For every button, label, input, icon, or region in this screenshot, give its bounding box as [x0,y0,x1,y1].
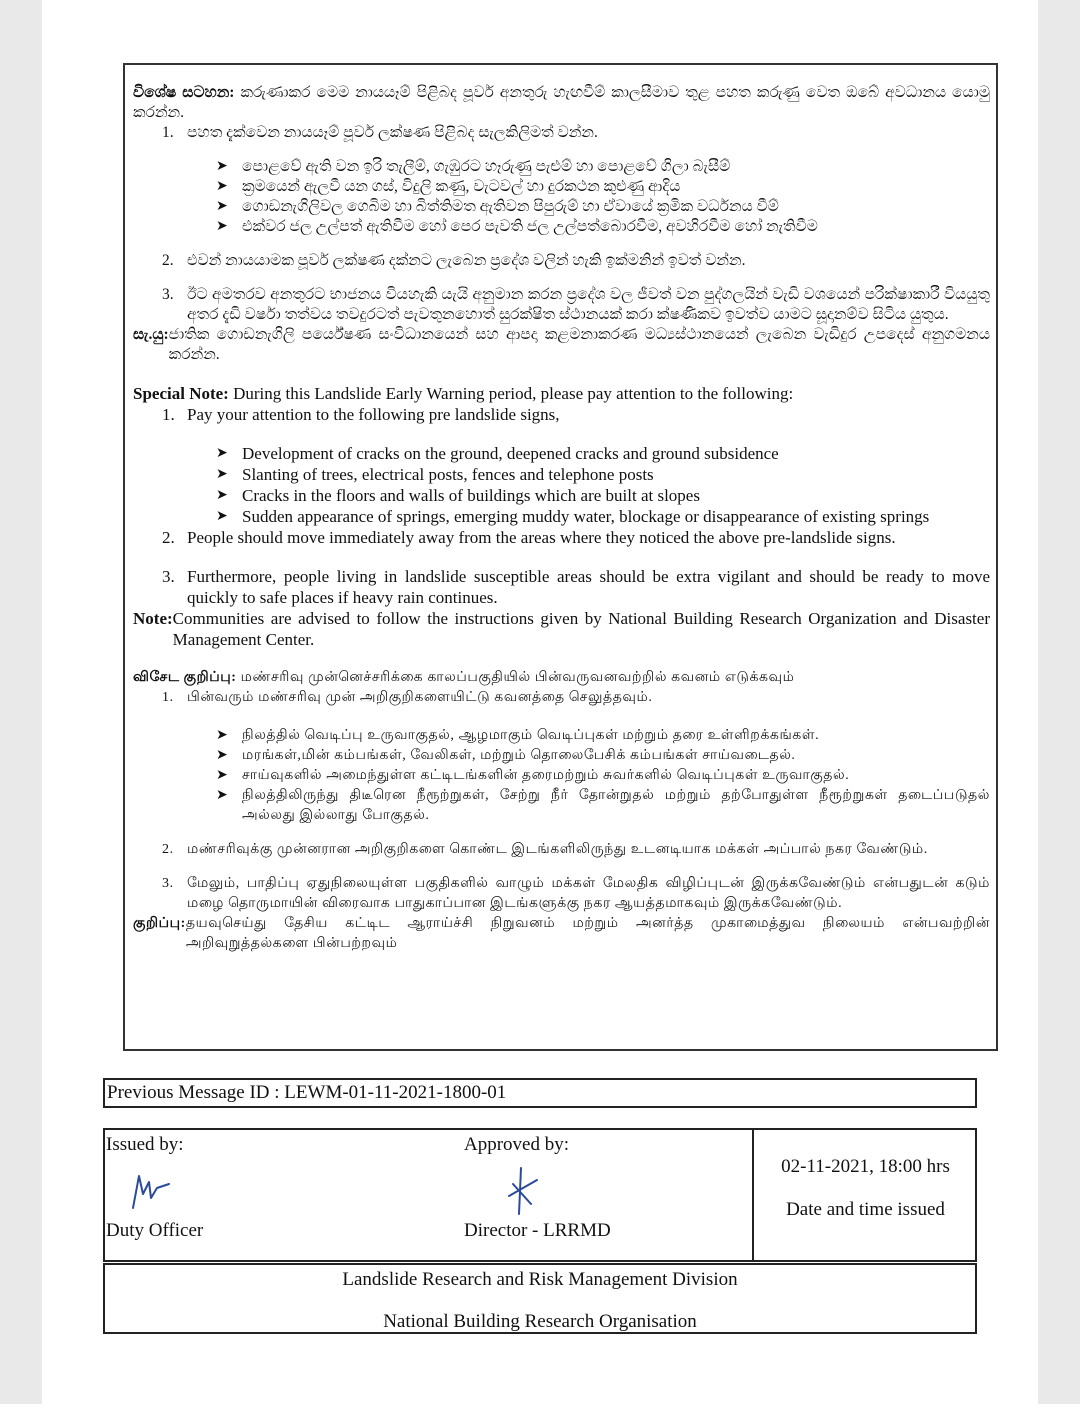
english-bullet-4 [133,506,990,527]
duty-officer-signature [127,1168,177,1210]
issue-approval-table [103,1128,977,1262]
english-point-3-text: Furthermore, people living in landslide susceptible areas should be extra vigilant and should be ready to move quickly to safe places if heavy rain continues. [187,567,990,607]
tamil-point-3 [133,874,990,914]
english-heading-text: During this Landslide Early Warning period, please pay attention to the following: [228,384,794,403]
english-note-label: Note: [133,609,173,628]
english-point-2-text: People should move immediately away from the areas where they noticed the above pre-landslide signs. [187,528,896,547]
tamil-bullet-text: நிலத்தில் வெடிப்பு உருவாகுதல், ஆழமாகும் வெடிப்புகள் மற்றும் தரை உள்ளிறக்கங்கள். [242,728,820,743]
tamil-point-1-text: பின்வரும் மண்சரிவு முன் அறிகுறிகளையிட்டு கவனத்தை செலுத்தவும். [187,690,653,705]
tamil-note [133,914,990,954]
english-heading [133,383,990,404]
english-point-2 [133,527,990,548]
tamil-heading-text: மண்சரிவு முன்னெச்சரிக்கை காலப்பகுதியில் பின்வருவனவற்றில் கவனம் எடுக்கவும் [236,670,795,685]
tamil-bullet-3 [133,766,990,786]
previous-message-box [103,1078,977,1108]
sinhala-heading-label: විශේෂ සටහන: [133,84,235,101]
arrowhead-icon: ➤ [216,219,228,234]
english-section [133,383,990,650]
sinhala-heading-text: කරුණාකර මෙම නායයෑම් පිළිබද පූර්ව අනතුරු හැඟවීම් කාලසීමාව තුළ පහත කරුණු වෙත ඔබේ අවධානය යොමු කරන්න. [133,84,991,121]
issue-datetime-label: Date and time issued [786,1199,945,1220]
english-bullet-text: Development of cracks on the ground, deepened cracks and ground subsidence [242,444,779,463]
sinhala-bullet-3 [133,197,990,217]
english-point-1-text: Pay your attention to the following pre landslide signs, [187,405,560,424]
sinhala-note-text: ජාතික ගොඩනැගිලි පර්යේෂණ සංවිධානයෙන් සහ ආපදා කළමනාකරණ මධ්‍යස්ථානයෙන් ලැබෙන වැඩිදුර උපදෙස් අනුගමනය කරන්න. [168,326,990,363]
sinhala-note [133,325,990,365]
arrowhead-icon: ➤ [216,509,228,524]
english-bullet-3 [133,485,990,506]
tamil-point-3-number: 3. [162,876,174,891]
english-bullet-text: Cracks in the floors and walls of buildings which are built at slopes [242,486,700,505]
issue-datetime: 02-11-2021, 18:00 hrs [781,1156,950,1177]
arrowhead-icon: ➤ [216,179,228,194]
sinhala-point-3-number: 3. [162,286,174,303]
arrowhead-icon: ➤ [216,788,229,803]
arrowhead-icon: ➤ [216,159,228,174]
sinhala-note-label: සැ.යු: [133,326,169,343]
tamil-section [133,668,990,954]
sinhala-point-1 [133,123,990,143]
arrowhead-icon: ➤ [216,768,229,783]
sinhala-bullet-text: පොළවේ ඇති වන ඉරි තැලීම්, ගැඹුරට හෑරුණු පැළුම් හා පොළවේ ගිලා බැසීම් [242,158,731,175]
previous-message-id: Previous Message ID : LEWM-01-11-2021-1800-01 [107,1082,507,1103]
tamil-point-1 [133,688,990,708]
english-bullet-text: Sudden appearance of springs, emerging muddy water, blockage or disappearance of existing springs [242,507,930,526]
tamil-point-2 [133,840,990,860]
english-point-3-number: 3. [162,567,175,586]
sinhala-section [133,83,990,365]
division-name: Landslide Research and Risk Management Division [342,1269,738,1290]
approved-by-role: Director - LRRMD [464,1220,611,1241]
issued-by-role: Duty Officer [106,1220,204,1241]
tamil-bullet-text: மரங்கள்,மின் கம்பங்கள், வேலிகள், மற்றும் தொலைபேசிக் கம்பங்கள் சாய்வடைதல். [242,748,796,763]
tamil-point-2-number: 2. [162,842,174,857]
sinhala-point-2 [133,251,990,271]
sinhala-point-3-text: ඊට අමතරව අනතුරට භාජනය වියහැකි යැයි අනුමාන කරන ප්‍රදේශ වල ජීවත් වන පුද්ගලයින් වැඩි වශයෙන් පරික්ෂාකාරී වියයුතු අතර දැඩි වර්ෂා තත්වය තවදුරටත් පැවතුනහොත් සුරක්ෂිත ස්ථානයක් කරා ක්ෂණිකව ඉවත්ව යාමට සූදානම්ව සිටිය යුතුය. [187,286,990,323]
sinhala-bullet-text: එක්වර ජල උල්පත් ඇතිවීම හෝ පෙර පැවති ජල උල්පත්බොරවීම, අවහිරවීම හෝ නැතිවීම [242,218,818,235]
english-bullet-2 [133,464,990,485]
sinhala-bullet-text: ක්‍රමයෙන් ඇලවී යන ගස්, විදුලි කණු, වැටවල් හා දුරකථන කුළුණු ආදිය [242,178,681,195]
english-note-text: Communities are advised to follow the instructions given by National Building Research Organization and Disaster Management Center. [172,609,990,649]
tamil-bullet-1 [133,726,990,746]
tamil-note-text: தயவுசெய்து தேசிய கட்டிட ஆராய்ச்சி நிறுவனம் மற்றும் அனர்த்த முகாமைத்துவ நிலையம் என்பவற்றின் அறிவுறுத்தல்களை பின்பற்றவும் [185,916,990,951]
sinhala-point-1-text: පහත දැක්වෙන නායයෑම් පූර්ව ලක්ෂණ පිළිබද සැලකිලිමත් වන්න. [187,124,598,141]
tamil-point-3-text: மேலும், பாதிப்பு ஏதுநிலையுள்ள பகுதிகளில் வாழும் மக்கள் மேலதிக விழிப்புடன் இருக்கவேண்டும் என்பதுடன் கடும் மழை தொருமாயின் விரைவாக பாதுகாப்பான இடங்களுக்கு நகர ஆயத்தமாகவும் இருக்கவேண்டும். [187,876,990,911]
english-heading-label: Special Note: [133,384,229,403]
organisation-footer [103,1263,977,1334]
director-signature [503,1166,543,1216]
english-note [133,608,990,650]
sinhala-heading [133,83,990,123]
tamil-heading-label: விசேட குறிப்பு: [133,670,237,685]
sinhala-bullet-text: ගොඩනැගිලිවල ගෙබිම හා බිත්තිමත ඇතිවන පිපුරුම් හා ඒවායේ ක්‍රමික වර්ධනය වීම් [242,198,779,215]
arrowhead-icon: ➤ [216,728,229,743]
sinhala-point-2-number: 2. [162,252,174,269]
english-bullet-1 [133,443,990,464]
english-point-1 [133,404,990,425]
arrowhead-icon: ➤ [216,467,228,482]
english-point-1-number: 1. [162,405,175,424]
tamil-bullet-text: சாய்வுகளில் அமைந்துள்ள கட்டிடங்களின் தரைமற்றும் சுவர்களில் வெடிப்புகள் உருவாகுதல். [242,768,850,783]
arrowhead-icon: ➤ [216,488,228,503]
warning-notice-box [123,63,998,1051]
issued-by-label: Issued by: [106,1134,184,1155]
sinhala-bullet-2 [133,177,990,197]
tamil-bullet-text: நிலத்திலிருந்து திடீரென நீரூற்றுகள், சேற்று நீர் தோன்றுதல் மற்றும் தற்போதுள்ள நீரூற்றுகள் தடைப்படுதல் அல்லது இல்லாது போகுதல். [242,788,990,823]
sinhala-point-2-text: එවන් නායයාමක පූර්ව ලක්ෂණ දක්නට ලැබෙන ප්‍රදේශ වලින් හැකි ඉක්මනින් ඉවත් වන්න. [187,252,746,269]
sinhala-bullet-4 [133,217,990,237]
english-point-2-number: 2. [162,528,175,547]
english-point-3 [133,566,990,608]
tamil-heading [133,668,990,688]
english-bullet-text: Slanting of trees, electrical posts, fences and telephone posts [242,465,654,484]
sinhala-point-3 [133,285,990,325]
sinhala-point-1-number: 1. [162,124,174,141]
arrowhead-icon: ➤ [216,199,228,214]
document-page [42,0,1038,1404]
approved-by-label: Approved by: [464,1134,570,1155]
tamil-bullet-2 [133,746,990,766]
tamil-point-1-number: 1. [162,690,174,705]
tamil-bullet-4 [133,786,990,826]
arrowhead-icon: ➤ [216,748,229,763]
arrowhead-icon: ➤ [216,446,228,461]
table-divider [752,1130,754,1260]
organisation-name: National Building Research Organisation [383,1311,697,1332]
tamil-point-2-text: மண்சரிவுக்கு முன்னரான அறிகுறிகளை கொண்ட இடங்களிலிருந்து உடனடியாக மக்கள் அப்பால் நகர வேண்டும். [187,842,928,857]
sinhala-bullet-1 [133,157,990,177]
tamil-note-label: குறிப்பு: [133,916,186,931]
